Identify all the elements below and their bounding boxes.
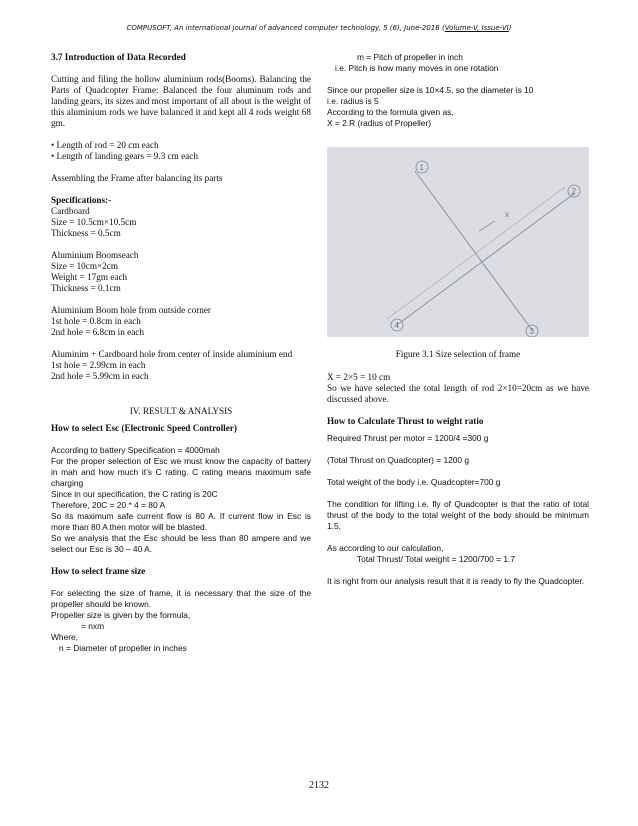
- esc-current-calc: Therefore, 20C = 20 * 4 = 80 A: [51, 500, 166, 510]
- esc-max-current: So its maximum safe current flow is 80 A. If current flow in Esc is more than 80 A then motor will be blasted.: [51, 511, 311, 532]
- as-calculation: As according to our calculation,: [327, 543, 444, 553]
- booms-weight: Weight = 17gm each: [51, 272, 128, 282]
- result-heading: IV. RESULT & ANALYSIS: [129, 406, 233, 416]
- thrust-section: [327, 433, 589, 587]
- n-definition: n = Diameter of propeller in inches: [59, 643, 187, 653]
- center-hole-second: 2nd hole = 5.99cm in each: [51, 371, 149, 381]
- x-formula: X = 2.R (radius of Propeller): [327, 118, 432, 128]
- center-hole-first: 1st hole = 2.99cm in each: [51, 360, 146, 370]
- label-x: x: [505, 210, 509, 219]
- right-column: [327, 52, 589, 587]
- booms-size: Size = 10cm×2cm: [51, 261, 119, 271]
- esc-c-rating: Since in our specification, the C rating is 20C: [51, 489, 218, 499]
- booms-label: Aluminium Boomseach: [51, 250, 139, 260]
- center-hole-heading: Aluminim + Cardboard hole from center of inside aluminium end: [51, 349, 293, 359]
- booms-thickness: Thickness = 0.1cm: [51, 283, 121, 293]
- cardboard-thickness: Thickness = 0.5cm: [51, 228, 121, 238]
- frame-formula-intro: Propeller size is given by the formula,: [51, 610, 191, 620]
- label-1: 1: [419, 163, 424, 172]
- frame-section: [51, 588, 311, 654]
- propeller-size: Since our propeller size is 10×4.5, so the diameter is 10: [327, 85, 534, 95]
- page-number: 2132: [309, 780, 329, 791]
- lift-condition: The condition for lifting i.e. fly of Quadcopter is that the ratio of total thrust of the body to the total weight of the body should be minimum 1.5,: [327, 499, 589, 531]
- pitch-section: [327, 52, 589, 129]
- frame-figure: [327, 147, 589, 337]
- bullet-landing-gear: • Length of landing gears = 9.3 cm each: [51, 151, 198, 161]
- header-text: COMPUSOFT, An international journal of advanced computer technology, 5 (6), June-2016 (: [126, 24, 445, 32]
- figure-background: [327, 147, 589, 337]
- cardboard-size: Size = 10.5cm×10.5cm: [51, 217, 137, 227]
- cardboard-label: Cardboard: [51, 206, 90, 216]
- section-heading: 3.7 Introduction of Data Recorded: [51, 52, 186, 62]
- esc-selection: So we analysis that the Esc should be less than 80 ampere and we select our Esc is 30 – 40 A.: [51, 533, 311, 554]
- journal-header: [0, 24, 638, 32]
- conclusion: It is right from our analysis result that it is ready to fly the Quadcopter.: [327, 576, 584, 586]
- esc-section: [51, 445, 311, 555]
- header-close: ): [508, 24, 512, 32]
- radius-text: i.e. radius is 5: [327, 96, 379, 106]
- spec-heading: Specifications:-: [51, 195, 112, 205]
- assembling-text: Assembling the Frame after balancing its parts: [51, 173, 223, 183]
- thrust-heading: How to Calculate Thrust to weight ratio: [327, 416, 484, 426]
- thrust-weight-ratio: Total Thrust/ Total weight = 1200/700 = 1.7: [357, 554, 515, 564]
- thrust-required: Required Thrust per motor = 1200/4 =300 g: [327, 433, 489, 443]
- thrust-total: (Total Thrust on Quadcopter) = 1200 g: [327, 455, 470, 465]
- intro-paragraph: Cutting and filing the hollow aluminium rods(Booms). Balancing the Parts of Quadcopter Frame: Balanced the four aluminum rods and landing gears, its sizes and most important of all about is the weight of this aluminium rods we have balanced it and kept all 4 rods weight 68 gm.: [51, 74, 311, 128]
- hole-second: 2nd hole = 6.8cm in each: [51, 327, 144, 337]
- frame-figure-drawing: [327, 147, 589, 337]
- label-3: 3: [529, 327, 534, 336]
- frame-heading: How to select frame size: [51, 566, 146, 576]
- bullet-rod-length: • Length of rod = 20 cm each: [51, 140, 159, 150]
- frame-intro: For selecting the size of frame, it is necessary that the size of the propeller should be known.: [51, 588, 311, 609]
- header-volume-link[interactable]: Volume-V, Issue-VI: [444, 24, 509, 32]
- pitch-definition: i.e. Pitch is how many moves in one rotation: [335, 63, 499, 73]
- frame-formula: = nxm: [81, 621, 105, 631]
- weight-total: Total weight of the body i.e. Quadcopter=700 g: [327, 477, 501, 487]
- label-4: 4: [394, 321, 399, 330]
- esc-heading: How to select Esc (Electronic Speed Controller): [51, 423, 237, 433]
- m-definition: m = Pitch of propeller in inch: [357, 52, 463, 62]
- rod-length-text: So we have selected the total length of rod 2×10=20cm as we have discussed above.: [327, 383, 589, 404]
- where-label: Where,: [51, 632, 78, 642]
- hole-heading: Aluminium Boom hole from outside corner: [51, 305, 211, 315]
- esc-capacity: For the proper selection of Esc we must know the capacity of battery in mah and how much it’s C rating. C rating means maximum safe charging: [51, 456, 311, 488]
- x-calc: X = 2×5 = 10 cm: [327, 372, 391, 382]
- according-text: According to the formula given as,: [327, 107, 454, 117]
- label-2: 2: [571, 187, 576, 196]
- figure-caption: Figure 3.1 Size selection of frame: [395, 349, 521, 359]
- left-column: [51, 52, 311, 654]
- hole-first: 1st hole = 0.8cm in each: [51, 316, 141, 326]
- esc-battery: According to battery Specification = 4000mah: [51, 445, 220, 455]
